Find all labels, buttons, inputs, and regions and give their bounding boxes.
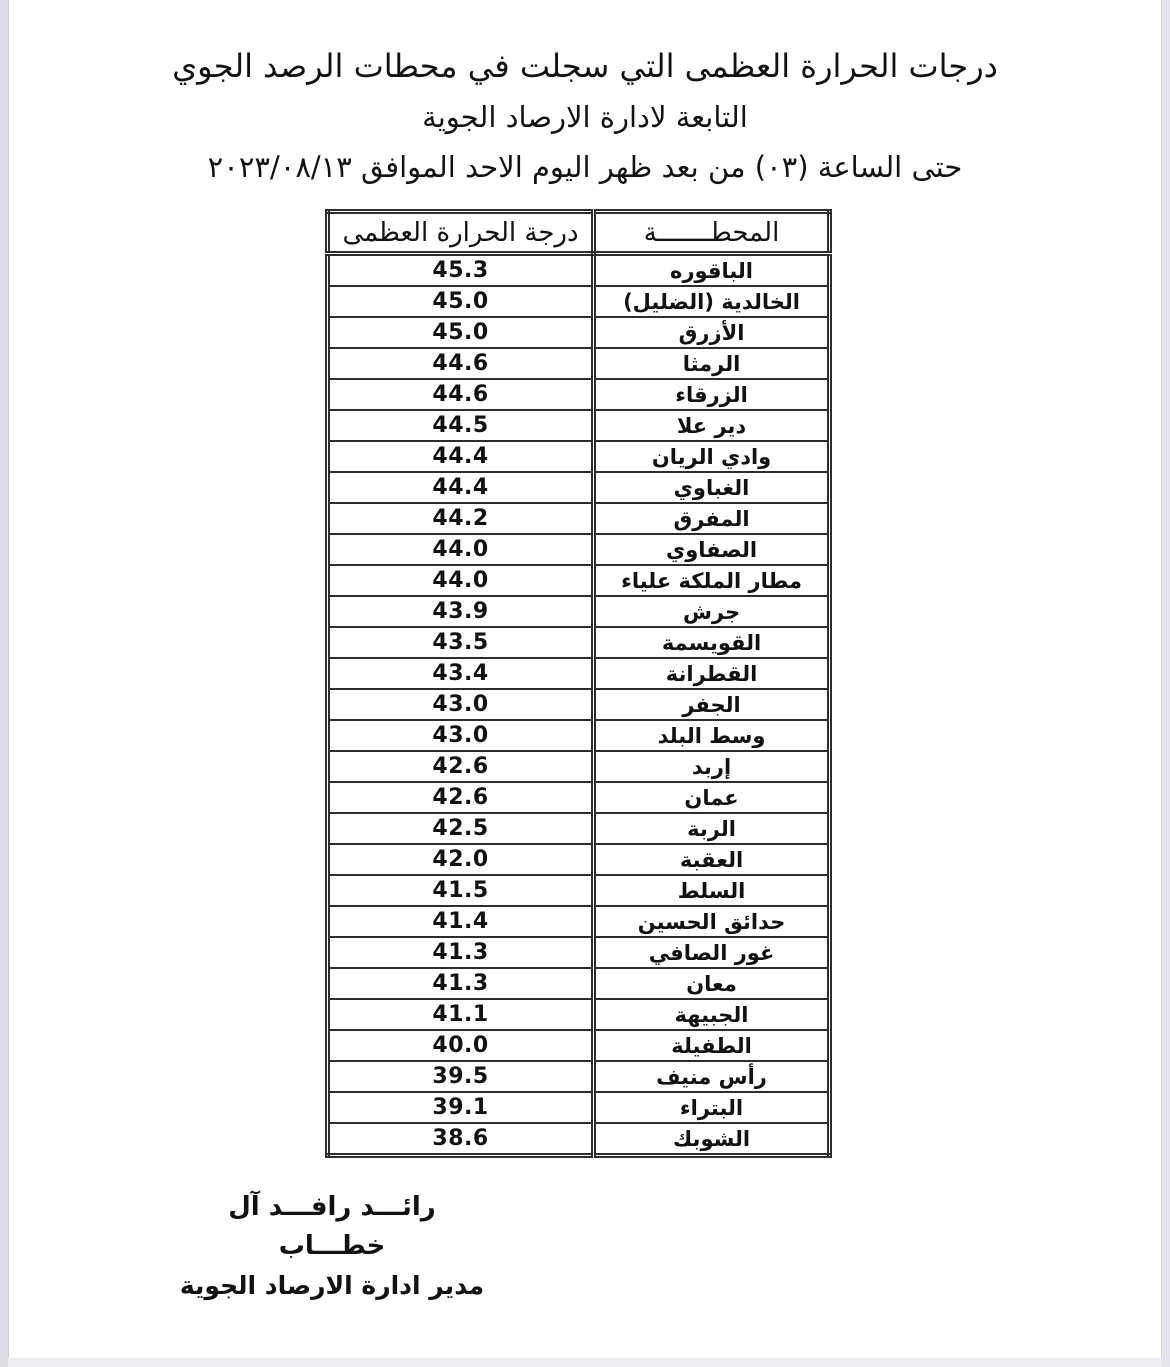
station-cell: وسط البلد [594, 720, 830, 751]
station-cell: الربة [594, 813, 830, 844]
station-column-header: المحطـــــــة [594, 212, 830, 254]
table-row [328, 689, 830, 720]
temperature-cell: 43.0 [328, 720, 594, 751]
table-row [328, 968, 830, 999]
table-body [328, 254, 830, 1156]
station-cell: رأس منيف [594, 1061, 830, 1092]
signature-block [172, 1188, 492, 1305]
station-cell: البتراء [594, 1092, 830, 1123]
title-line-datetime: حتى الساعة (٠٣) من بعد ظهر اليوم الاحد الموافق ٢٠٢٣/٠٨/١٣ [207, 150, 963, 184]
temperature-column-header: درجة الحرارة العظمى [328, 212, 594, 254]
scan-edge-left [0, 0, 9, 1367]
temperature-cell: 41.4 [328, 906, 594, 937]
temperature-cell: 43.4 [328, 658, 594, 689]
signature-name: رائـــد رافـــد آل خطـــاب [228, 1192, 436, 1261]
station-cell: الرمثا [594, 348, 830, 379]
table-row [328, 441, 830, 472]
temperature-cell: 41.1 [328, 999, 594, 1030]
station-cell: الصفاوي [594, 534, 830, 565]
table-row [328, 627, 830, 658]
temperature-cell: 45.3 [328, 254, 594, 287]
station-cell: إربد [594, 751, 830, 782]
station-cell: المفرق [594, 503, 830, 534]
table-row [328, 410, 830, 441]
temperature-table [325, 209, 832, 1158]
table-row [328, 1123, 830, 1156]
temperature-cell: 44.2 [328, 503, 594, 534]
temperature-cell: 45.0 [328, 286, 594, 317]
temperature-cell: 42.6 [328, 751, 594, 782]
table-row [328, 751, 830, 782]
temperature-cell: 43.5 [328, 627, 594, 658]
table-row [328, 937, 830, 968]
station-cell: الخالدية (الضليل) [594, 286, 830, 317]
station-cell: حدائق الحسين [594, 906, 830, 937]
table-row [328, 503, 830, 534]
temperature-cell: 43.9 [328, 596, 594, 627]
station-cell: القويسمة [594, 627, 830, 658]
table-row [328, 1030, 830, 1061]
table-row [328, 906, 830, 937]
temperature-cell: 42.6 [328, 782, 594, 813]
document-title [20, 44, 1150, 185]
table-row [328, 472, 830, 503]
temperature-cell: 39.5 [328, 1061, 594, 1092]
signature-title: مدير ادارة الارصاد الجوية [179, 1271, 485, 1300]
table-row [328, 1061, 830, 1092]
table-row [328, 813, 830, 844]
temperature-cell: 40.0 [328, 1030, 594, 1061]
station-cell: مطار الملكة علياء [594, 565, 830, 596]
table-row [328, 348, 830, 379]
station-cell: القطرانة [594, 658, 830, 689]
station-cell: الجفر [594, 689, 830, 720]
table-row [328, 254, 830, 287]
table-row [328, 875, 830, 906]
station-cell: جرش [594, 596, 830, 627]
table-row [328, 565, 830, 596]
table-row [328, 782, 830, 813]
station-cell: الزرقاء [594, 379, 830, 410]
temperature-cell: 44.4 [328, 472, 594, 503]
scan-edge-right [1161, 0, 1170, 1367]
station-cell: الأزرق [594, 317, 830, 348]
temperature-cell: 42.0 [328, 844, 594, 875]
table-row [328, 1092, 830, 1123]
scan-edge-bottom [8, 1358, 1162, 1367]
table-row [328, 286, 830, 317]
temperature-cell: 41.5 [328, 875, 594, 906]
table-row [328, 317, 830, 348]
temperature-cell: 44.5 [328, 410, 594, 441]
station-cell: دير علا [594, 410, 830, 441]
station-cell: الجبيهة [594, 999, 830, 1030]
temperature-cell: 44.6 [328, 379, 594, 410]
temperature-cell: 45.0 [328, 317, 594, 348]
table-header-row [328, 212, 830, 254]
station-cell: الغباوي [594, 472, 830, 503]
station-cell: الباقوره [594, 254, 830, 287]
temperature-cell: 42.5 [328, 813, 594, 844]
temperature-cell: 38.6 [328, 1123, 594, 1156]
temperature-cell: 44.0 [328, 534, 594, 565]
temperature-cell: 44.0 [328, 565, 594, 596]
station-cell: معان [594, 968, 830, 999]
station-cell: الطفيلة [594, 1030, 830, 1061]
temperature-cell: 43.0 [328, 689, 594, 720]
station-cell: الشوبك [594, 1123, 830, 1156]
temperature-cell: 39.1 [328, 1092, 594, 1123]
table-row [328, 379, 830, 410]
table-row [328, 999, 830, 1030]
table-row [328, 720, 830, 751]
title-line-main: درجات الحرارة العظمى التي سجلت في محطات الرصد الجوي [172, 47, 998, 85]
station-cell: السلط [594, 875, 830, 906]
table-row [328, 534, 830, 565]
table-row [328, 596, 830, 627]
title-line-department: التابعة لادارة الارصاد الجوية [422, 100, 748, 134]
station-cell: العقبة [594, 844, 830, 875]
table-row [328, 658, 830, 689]
station-cell: غور الصافي [594, 937, 830, 968]
temperature-cell: 41.3 [328, 968, 594, 999]
temperature-cell: 44.6 [328, 348, 594, 379]
temperature-cell: 41.3 [328, 937, 594, 968]
station-cell: وادي الريان [594, 441, 830, 472]
temperature-cell: 44.4 [328, 441, 594, 472]
table-row [328, 844, 830, 875]
station-cell: عمان [594, 782, 830, 813]
